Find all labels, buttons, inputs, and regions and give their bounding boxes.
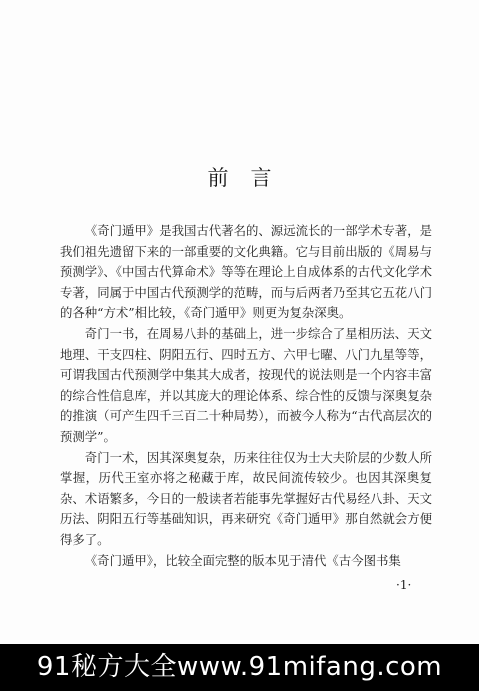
- page-title: 前言: [207, 166, 294, 191]
- paragraph-1: 《奇门遁甲》是我国古代著名的、源远流长的一部学术专著，是我们祖先遗留下来的一部重要的文化典籍。它与目前出版的《周易与预测学》、《中国古代算命术》等等在理论上自成体系的古代文化学术专著，同属于中国古代预测学的范畴，而与后两者乃至其它五花八门的各种“方术”相比较，《奇门遁甲》则更为复杂深奥。: [60, 223, 432, 321]
- paragraph-4: 《奇门遁甲》，比较全面完整的版本见于清代《古今图书集: [84, 552, 401, 568]
- paragraph-3: 奇门一术，因其深奥复杂，历来往往仅为士大夫阶层的少数人所掌握，历代王室亦将之秘藏于库，故民间流传较少。也因其深奥复杂、术语繁多，今日的一般读者若能事先掌握好古代易经八卦、天文历法、阴阳五行等基础知识，再来研究《奇门遁甲》那自然就会方便得多了。: [60, 449, 432, 547]
- paragraph-2: 奇门一书，在周易八卦的基础上，进一步综合了星相历法、天文地理、干支四柱、阴阳五行、四时五方、六甲七曜、八门九星等等，可谓我国古代预测学中集其大成者，按现代的说法则是一个内容丰富的综合性信息库，并以其庞大的理论体系、综合性的反馈与深奥复杂的推演（可产生四千三百二十种局势），而被今人称为“古代高层次的预测学”。: [60, 325, 432, 444]
- preface-body: [60, 221, 432, 571]
- watermark-banner: 91秘方大全www.91mifang.com: [0, 644, 479, 691]
- page-number: ·1·: [396, 578, 412, 592]
